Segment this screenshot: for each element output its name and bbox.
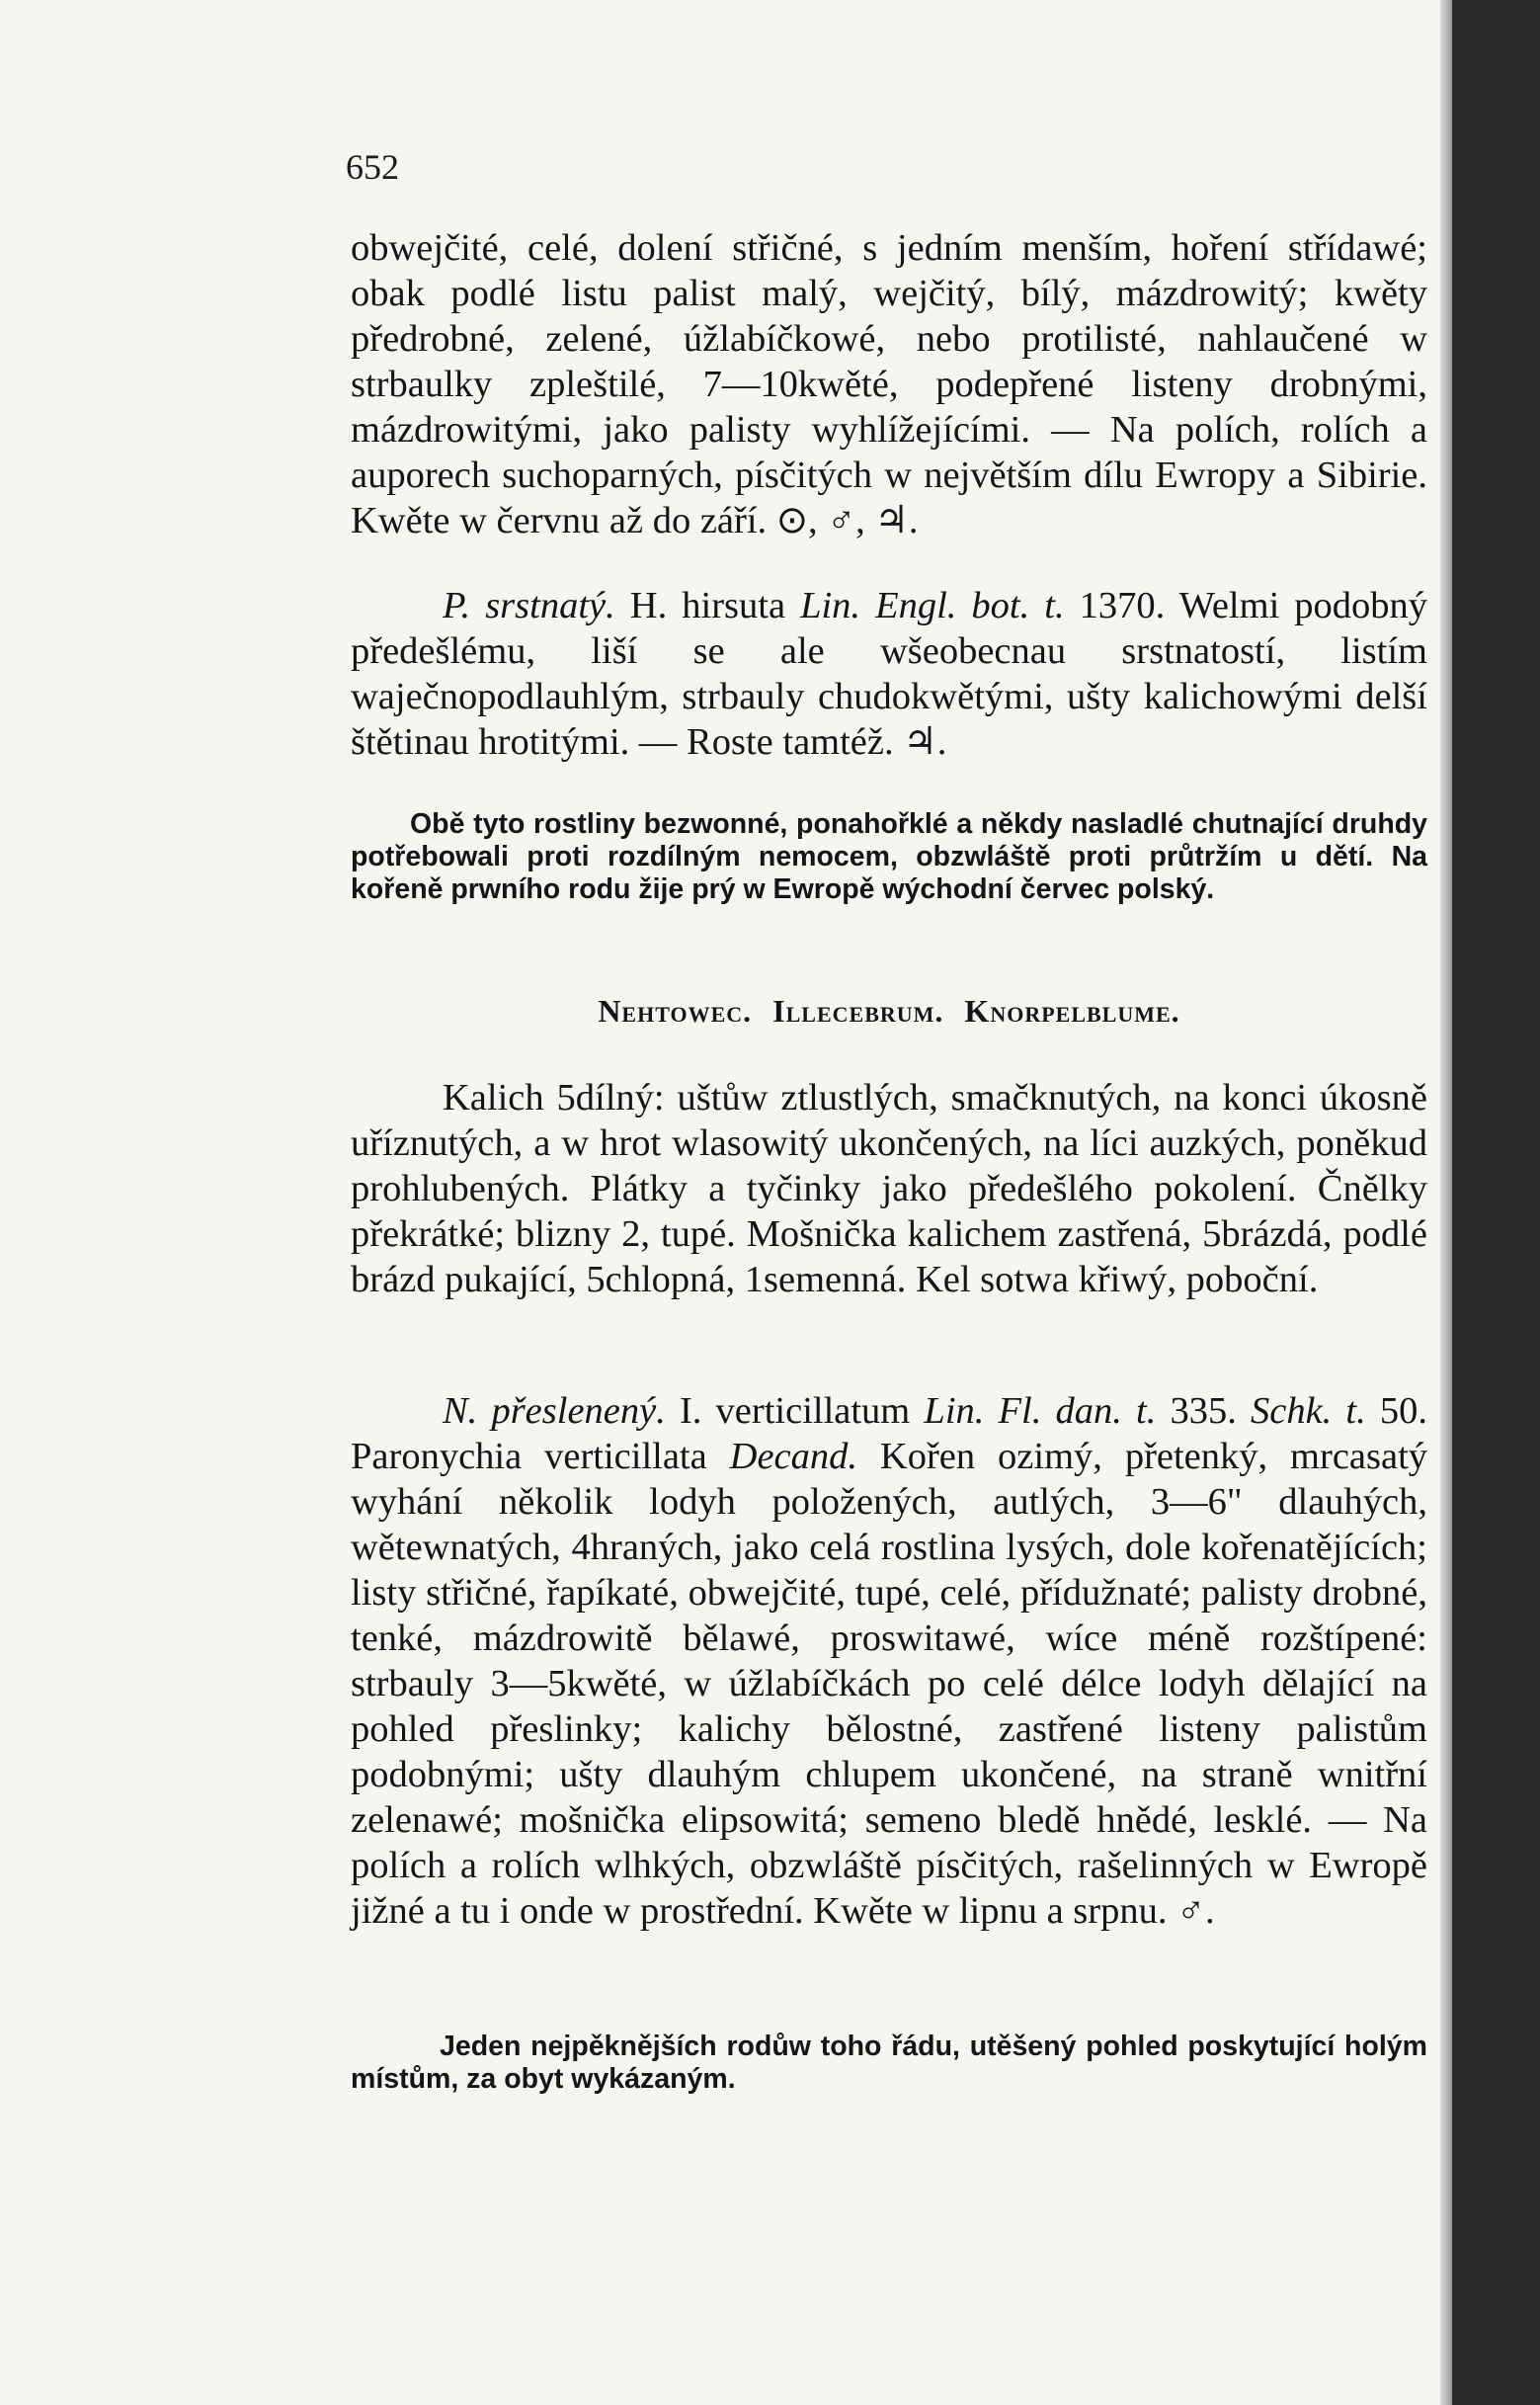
hirsuta-plate: 1370. bbox=[1079, 585, 1166, 626]
hirsuta-synonym: H. hirsuta bbox=[629, 585, 786, 626]
intro-block bbox=[351, 225, 1427, 543]
genus-description: Kalich 5dílný: uštůw ztlustlých, smačknutých, na konci úkosně uříznutých, a w hrot wlasowitý ukončených, na líci auzkých, poněkud prohlubených. Plátky a tyčinky jako předešlého pokolení. Čnělky překrátké; blizny 2, tupé. Mošnička kalichem zastřená, 5brázdá, podlé brázd pukající, 5chlopná, 1semenná. Kel sotwa křiwý, poboční. bbox=[351, 1077, 1427, 1300]
genus-heading bbox=[351, 993, 1427, 1030]
hirsuta-description: Welmi podobný předešlému, liší se ale wšeobecnau srstnatostí, listím waječnopodlauhlým, strbauly chudokwětými, ušty kalichowými delší štětinau hrotitými. — Roste tamtéž. ♃. bbox=[351, 585, 1428, 763]
hirsuta-author: Lin. bbox=[800, 585, 861, 626]
verticillatum-author: Lin. bbox=[924, 1390, 985, 1432]
genus-german-name: Knorpelblume. bbox=[964, 993, 1180, 1029]
hirsuta-name: P. srstnatý. bbox=[443, 585, 615, 626]
verticillatum-ref2: Schk. t. bbox=[1251, 1390, 1366, 1432]
verticillatum-author2: Decand. bbox=[729, 1436, 857, 1477]
verticillatum-reference: Fl. dan. t. bbox=[998, 1390, 1157, 1432]
page-number: 652 bbox=[346, 147, 399, 187]
species-hirsuta bbox=[351, 583, 1427, 765]
note-2: Jeden nejpěknějších rodůw toho řádu, utěšený pohled poskytující holým místům, za obyt wykázaným. bbox=[351, 2031, 1427, 2095]
note-block-1 bbox=[351, 808, 1427, 906]
genus-czech-name: Nehtowec. bbox=[598, 993, 753, 1029]
verticillatum-description: Kořen ozimý, přetenký, mrcasatý wyhání několik lodyh položených, autlých, 3—6" dlauhých, wětewnatých, 4hraných, jako celá rostlina lysých, dole kořenatějících; listy střičné, řapíkaté, obwejčité, tupé, celé, přídužnaté; palisty drobné, tenké, mázdrowitě bělawé, proswitawé, wíce méně rozštípené: strbauly 3—5kwěté, w úžlabíčkách po celé délce lodyh dělající na pohled přeslinky; kalichy bělostné, zastřené listeny palistům podobnými; ušty dlauhým chlupem ukončené, na straně wnitřní zelenawé; mošnička elipsowitá; semeno bledě hnědé, lesklé. — Na polích a rolích wlhkých, obzwláště písčitých, rašelinných w Ewropě jižné a tu i onde w prostřední. Kwěte w lipnu a srpnu. ♂. bbox=[351, 1436, 1428, 1932]
verticillatum-synonym: I. verticillatum bbox=[679, 1390, 911, 1432]
genus-description-block bbox=[351, 1075, 1427, 1302]
verticillatum-synonym2: Paronychia verticillata bbox=[351, 1436, 707, 1477]
species-verticillatum bbox=[351, 1388, 1427, 1934]
verticillatum-plate: 335. bbox=[1170, 1390, 1237, 1432]
intro-paragraph: obwejčité, celé, dolení střičné, s jedním menším, hoření střídawé; obak podlé listu palist malý, wejčitý, bílý, mázdrowitý; kwěty předrobné, zelené, úžlabíčkowé, nebo protilisté, nahlaučené w strbaulky zpleštilé, 7—10kwěté, podepřené listeny drobnými, mázdrowitými, jako palisty wyhlížejícími. — Na polích, rolích a auporech suchoparných, písčitých w největším dílu Ewropy a Sibirie. Kwěte w červnu až do září. ⊙, ♂, ♃. bbox=[351, 227, 1427, 541]
hirsuta-reference: Engl. bot. t. bbox=[875, 585, 1065, 626]
genus-latin-name: Illecebrum. bbox=[772, 993, 944, 1029]
note-block-2 bbox=[351, 2031, 1427, 2096]
note-1: Obě tyto rostliny bezwonné, ponahořklé a někdy nasladlé chutnající druhdy potřebowali proti rozdílným nemocem, obzwláště proti průtržím u dětí. Na kořeně prwního rodu žije prý w Ewropě wýchodní červec polský. bbox=[351, 808, 1427, 905]
verticillatum-name: N. přeslenený. bbox=[443, 1390, 666, 1432]
verticillatum-plate2: 50. bbox=[1379, 1390, 1428, 1432]
verticillatum-paragraph bbox=[351, 1388, 1427, 1934]
hirsuta-paragraph bbox=[351, 583, 1427, 765]
